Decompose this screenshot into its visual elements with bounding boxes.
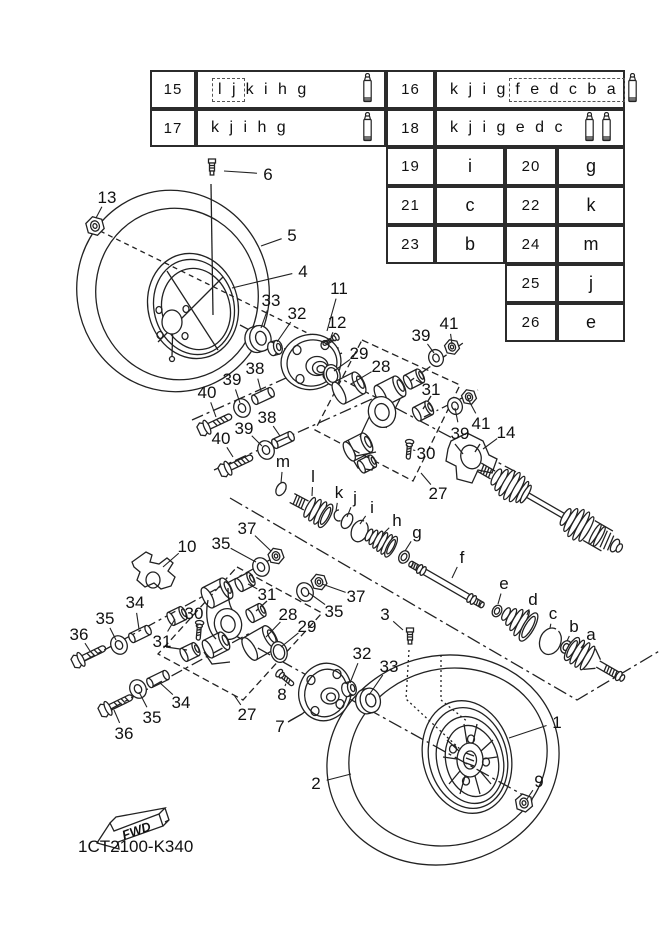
part-number-label: 40 [197,383,217,402]
callout-35 [96,609,116,640]
clip-k [334,510,340,521]
callout-36 [114,710,133,743]
grid-number: 19 [386,147,435,186]
grid-letter: e [557,303,625,342]
callout-38 [246,359,265,391]
cv-joint-a [561,635,631,691]
callout-40 [212,429,233,457]
part-number-label: 4 [298,262,308,281]
callout-l [311,467,315,496]
grid-letter: g [557,147,625,186]
grease-tube-icon [626,73,649,106]
part-number-label: 2 [311,774,321,793]
part-number-label: 35 [324,602,344,621]
part-number-label: 39 [222,370,242,389]
grease-tube-icon [361,73,384,106]
part-number-label: 32 [352,644,372,663]
callout-30 [413,444,435,463]
leader-line [137,613,139,629]
grid-number: 23 [386,225,435,264]
part-number-label: a [586,625,596,644]
part-number-label: l [311,467,315,486]
part-number-label: 31 [257,585,277,604]
part-number-label: e [499,574,509,593]
part-number-label: 35 [142,708,162,727]
callout-e [498,574,509,604]
part-number-label: m [275,452,291,471]
leader-line [290,714,302,721]
letter-list: k j i g [450,80,509,98]
part-number-label: 38 [257,408,277,427]
callout-5 [261,226,297,246]
leader-line [413,450,415,451]
leader-line [405,541,411,551]
part-number-label: 34 [171,693,191,712]
part-number-label: 27 [237,705,257,724]
part-number-label: 30 [416,444,436,463]
leader-line [258,379,261,391]
grid-number: 25 [505,264,557,303]
part-number-label: 14 [496,423,516,442]
leader-line [273,426,280,436]
grease-tube-icons [583,112,623,145]
callout-35 [212,534,256,562]
callout-39 [412,326,434,353]
table-row-letters [435,70,625,109]
callout-31 [153,619,175,651]
leader-line [85,643,90,651]
callout-27 [421,473,447,503]
part-number-label: 36 [114,724,134,743]
rear-wheel-right [302,628,584,892]
callout-m [276,452,290,483]
leader-line [255,536,271,551]
leader-line [114,710,120,723]
part-number-label: 29 [349,344,369,363]
part-number-label: 32 [287,304,307,323]
fwd-label: FWD [119,818,153,843]
grid-number: 22 [505,186,557,225]
callout-i [360,498,374,524]
part-number-label: 1 [552,713,562,732]
leader-line [483,439,497,449]
part-number-label: 30 [184,604,204,623]
part-number-label: i [370,498,374,517]
letter-list: k i h g [245,80,310,98]
part-number-label: h [392,511,402,530]
part-number-label: 41 [439,314,459,333]
leader-line [277,322,291,342]
callout-32 [350,644,371,683]
part-number-label: 5 [287,226,297,245]
part-number-label: 37 [237,519,257,538]
callout-39 [223,370,242,403]
part-number-label: j [353,488,357,507]
callout-40 [198,383,217,417]
table-row-number: 16 [386,70,435,109]
grid-letter: i [435,147,505,186]
part-number-label: 34 [125,593,145,612]
part-number-label: 40 [211,429,231,448]
callout-36 [70,625,90,651]
grid-number: 26 [505,303,557,342]
leader-line [224,171,257,173]
leader-line [227,447,233,457]
letter-list-boxed: f e d c b a [509,78,624,102]
grease-tube-icon [361,112,384,145]
part-number-label: 27 [428,484,448,503]
part-number-label: 10 [177,537,197,556]
callout-g [405,523,422,551]
callout-h [383,511,402,534]
table-row-number: 15 [150,70,196,109]
shaft-f [407,559,486,610]
callout-37 [238,519,271,551]
grid-letter: c [435,186,505,225]
callout-k [335,483,344,511]
callout-10 [163,537,196,567]
part-number-label: 31 [152,632,172,651]
part-number-label: d [528,590,538,609]
part-number-label: 7 [275,717,285,736]
screw-30-upper [404,439,414,459]
leader-line [281,633,298,647]
letter-list: k j i h g [211,119,289,136]
letter-list: k j i g e d c [450,119,566,136]
callout-30 [185,604,204,626]
valve-lower [407,628,414,644]
leader-line [393,621,403,630]
part-number-label: 13 [97,188,117,207]
grid-number: 20 [505,147,557,186]
part-number-label: 31 [421,380,441,399]
part-number-label: 33 [379,657,399,676]
part-number-label: 39 [411,326,431,345]
part-number-label: 11 [330,279,348,298]
callout-28 [266,605,297,637]
callout-c [549,604,558,628]
part-number-label: k [334,483,344,502]
leader-line [421,473,431,485]
part-number-label: 37 [346,587,366,606]
part-number-label: 39 [234,419,254,438]
part-number-label: 28 [371,357,391,376]
part-number-label: b [569,617,579,636]
part-number-label: 8 [277,685,287,704]
part-number-label: 35 [211,534,231,553]
grid-letter: m [557,225,625,264]
part-number-label: 38 [245,359,265,378]
callout-7 [275,714,302,736]
part-number-label: 41 [471,414,491,433]
bushing-31-upper-b [411,400,436,422]
leader-line [197,624,198,626]
callout-f [452,548,465,578]
knuckle-lower [70,546,329,719]
valve-upper [209,159,216,175]
leader-line [231,548,256,562]
grid-number: 21 [386,186,435,225]
table-row-letters [196,109,386,147]
part-number-label: 29 [297,617,317,636]
table-row-number: 18 [386,109,435,147]
snap-ring-c [539,628,561,654]
callout-31 [416,380,440,399]
leader-line [261,239,282,246]
part-number-label: 3 [380,605,390,624]
table-row-letters [196,70,386,109]
leader-line [281,472,282,483]
callout-41 [468,399,490,433]
part-number-label: 33 [261,291,281,310]
leader-line [498,594,501,604]
part-number-label: g [412,523,422,542]
letter-list-boxed: l j [212,78,245,102]
part-number-label: c [548,604,558,623]
leader-line [96,207,102,218]
part-number-label: 28 [278,605,298,624]
table-row-letters [435,109,625,147]
callout-j [347,488,357,517]
part-number-label: 36 [69,625,89,644]
callout-34 [159,682,190,712]
grid-letter: b [435,225,505,264]
diagram-code: 1CT2100-K340 [78,837,194,856]
callout-34 [126,593,145,629]
leader-line [452,567,457,578]
part-number-label: 39 [450,424,470,443]
callout-d [527,590,538,615]
grid-letter: j [557,264,625,303]
inner-joint-l [286,487,336,530]
oring-m [274,481,289,498]
part-number-label: 6 [263,165,273,184]
grid-letter: k [557,186,625,225]
drive-axle-assembly [471,453,630,563]
leader-line [322,584,346,592]
part-number-label: f [459,548,465,567]
part-number-label: 9 [534,772,544,791]
callout-3 [380,605,403,630]
callout-38 [258,408,280,436]
part-number-label: 35 [95,609,115,628]
leader-line [550,624,551,628]
leader-line [350,663,358,683]
callout-27 [234,695,256,724]
part-number-label: 12 [327,313,347,332]
callout-6 [224,165,273,184]
table-row-number: 17 [150,109,196,147]
bracket-10 [132,552,175,589]
leader-line [347,507,351,517]
grid-number: 24 [505,225,557,264]
callout-8 [277,684,286,704]
